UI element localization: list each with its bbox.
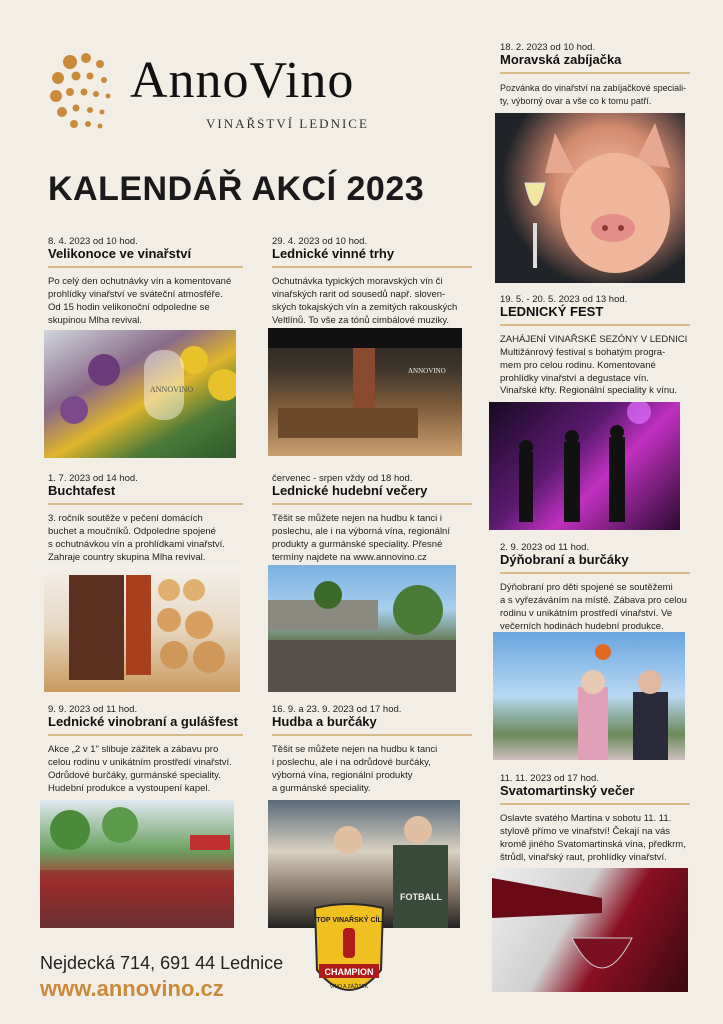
concert-illustration [489, 402, 680, 530]
desc-line: ty, výborný ovar a vše co k tomu patří. [500, 96, 652, 107]
divider [500, 72, 690, 74]
desc-line: rodinu v unikátním prostředí vinařství. Ve [500, 607, 673, 619]
event-date: 29. 4. 2023 od 10 hod. [272, 236, 368, 247]
hall-illustration [268, 328, 462, 456]
event-title: Hudba a burčáky [272, 714, 377, 729]
event-date: 11. 11. 2023 od 17 hod. [500, 773, 599, 784]
event-date: 16. 9. a 23. 9. 2023 od 17 hod. [272, 704, 402, 715]
event-vinobrani [48, 704, 253, 795]
desc-line: Pozvánka do vinařství na zabíjačkové speciali- [500, 83, 687, 94]
divider [500, 803, 690, 805]
divider [272, 266, 472, 268]
website-link[interactable]: www.annovino.cz [40, 976, 224, 1001]
desc-line: 3. ročník soutěže v pečení domácích [48, 513, 203, 525]
desc-line: Oslavte svatého Martina v sobotu 11. 11. [500, 813, 672, 825]
desc-line: poslechu, ale i na výborná vína, regionální [272, 526, 450, 538]
desc-line: Veltlínů. To vše za tónů cimbálové muziky. [272, 314, 450, 326]
kids-photo [493, 632, 685, 760]
event-desc [500, 82, 690, 108]
wine-pour-photo [492, 868, 688, 992]
desc-line: buchet a moučníků. Odpoledne spojené [48, 526, 216, 538]
badge-bottom-text: VÍNO A ZÁŽITEK [329, 984, 369, 990]
pastry-photo [44, 565, 240, 692]
desc-line: termíny najdete na www.annovino.cz [272, 551, 427, 563]
desc-line: celou rodinu v unikátním prostředí vinařství. [48, 757, 232, 769]
shirt-text: FOTBALL [400, 892, 442, 902]
desc-line: štrůdl, vinařský raut, prohlídky vinařství. [500, 851, 667, 863]
event-title: Lednické vinobraní a gulášfest [48, 714, 238, 729]
pig-photo [495, 113, 685, 283]
divider [500, 324, 690, 326]
divider [272, 503, 472, 505]
address: Nejdecká 714, 691 44 Lednice [40, 953, 284, 973]
event-dynobrani [500, 542, 690, 633]
divider [48, 503, 243, 505]
desc-line: Multižánrový festival s bohatým progra- [500, 347, 666, 359]
event-hudba-burcaky [272, 704, 472, 795]
desc-line: Zahraje country skupina Mlha revival. [48, 551, 206, 563]
divider [500, 572, 690, 574]
badge-top-text: TOP VINAŘSKÝ CÍL [316, 917, 382, 924]
event-desc [48, 744, 253, 795]
divider [272, 734, 472, 736]
desc-line: a gurmánské speciality. [272, 782, 371, 794]
desc-line: Od 15 hodin velikonoční odpoledne se [48, 301, 210, 313]
champion-badge-icon [305, 900, 393, 1005]
glass-logo-text: ANNOVINO [150, 385, 194, 394]
divider [48, 734, 243, 736]
pastry-illustration [44, 565, 240, 692]
event-desc [48, 276, 243, 327]
desc-line: výborná vína, regionální produkty [272, 769, 413, 781]
event-date: 2. 9. 2023 od 11 hod. [500, 542, 590, 553]
desc-line: i poslechu, ale i na odrůdové burčáky, [272, 757, 431, 769]
hall-sign-text: ANNOVINO [408, 367, 446, 375]
desc-line: Ochutnávka typických moravských vín či [272, 276, 443, 288]
event-title: Dýňobraní a burčáky [500, 552, 629, 567]
fest-illustration [268, 565, 456, 692]
wine-hall-photo [268, 328, 462, 456]
event-title: Lednické hudební večery [272, 483, 428, 498]
desc-line: Dýňobraní pro děti spojené se soutěžemi [500, 582, 673, 594]
event-title: Buchtafest [48, 483, 116, 498]
event-desc [500, 334, 690, 398]
crowd-illustration [40, 800, 234, 928]
logo-dots-icon [48, 52, 118, 132]
event-velikonoce [48, 236, 243, 327]
event-title: Lednické vinné trhy [272, 246, 395, 261]
pig-illustration [495, 113, 685, 283]
desc-line: mem pro celou rodinu. Komentované [500, 359, 656, 371]
wine-illustration [492, 868, 688, 992]
event-date: 18. 2. 2023 od 10 hod. [500, 42, 596, 53]
desc-line: Vinařské křty. Regionální speciality k vínu. [500, 385, 678, 397]
event-hudebni-vecery [272, 473, 472, 564]
event-date: 19. 5. - 20. 5. 2023 od 13 hod. [500, 294, 628, 305]
desc-line: vinařských rarit od sousedů např. sloven- [272, 289, 446, 301]
event-title: Velikonoce ve vinařství [48, 246, 192, 261]
event-desc [500, 813, 690, 864]
desc-line: Odrůdové burčáky, gurmánské speciality. [48, 769, 221, 781]
desc-line: ských tokajských vín a zemitých rakouských [272, 301, 458, 313]
crowd-photo [40, 800, 234, 928]
event-title: Svatomartinský večer [500, 783, 635, 798]
desc-line: s ochutnávkou vín a prohlídkami vinařství. [48, 538, 225, 550]
event-zabijacka [500, 42, 690, 108]
page-title: KALENDÁŘ AKCÍ 2023 [48, 170, 425, 208]
event-desc [272, 744, 472, 795]
flowers-illustration [44, 330, 236, 458]
desc-line: Hudební produkce a vystoupení kapel. [48, 782, 211, 794]
desc-line: ZAHÁJENÍ VINAŘSKÉ SEZÓNY V LEDNICI [500, 334, 688, 346]
desc-line: skupinou Mlha revival. [48, 314, 142, 326]
event-desc [272, 513, 472, 564]
concert-photo [489, 402, 680, 530]
event-title: LEDNICKÝ FEST [500, 304, 604, 319]
desc-line: Těšit se můžete nejen na hudbu k tanci [272, 744, 438, 756]
event-svatomartinsky [500, 773, 690, 864]
event-title: Moravská zabíjačka [500, 52, 622, 67]
kids-illustration [493, 632, 685, 760]
desc-line: kromě jiného Svatomartinská vína, předkrm, [500, 838, 686, 850]
desc-line: prohlídky vinařství a degustace vín. [500, 372, 649, 384]
desc-line: večerních hodinách hudební produkce. [500, 620, 664, 632]
desc-line: Akce „2 v 1" slibuje zážitek a zábavu pro [48, 744, 219, 756]
badge-main-text: CHAMPION [324, 967, 374, 977]
brand-name: AnnoVino [130, 52, 355, 109]
desc-line: prohlídky vinařství ve sváteční atmosféře. [48, 289, 223, 301]
desc-line: stylově přímo ve vinařství! Čekají na vás [500, 826, 671, 838]
divider [48, 266, 243, 268]
desc-line: Po celý den ochutnávky vín a komentované [48, 276, 232, 288]
flowers-photo [44, 330, 236, 458]
event-date: 8. 4. 2023 od 10 hod. [48, 236, 138, 247]
event-lednicky-fest [500, 294, 690, 398]
desc-line: Těšit se můžete nejen na hudbu k tanci i [272, 513, 443, 525]
event-desc [48, 513, 243, 564]
event-date: 9. 9. 2023 od 11 hod. [48, 704, 138, 715]
outdoor-fest-photo [268, 565, 456, 692]
event-date: 1. 7. 2023 od 14 hod. [48, 473, 138, 484]
event-desc [500, 582, 690, 633]
event-buchtafest [48, 473, 243, 564]
brand-subtitle: VINAŘSTVÍ LEDNICE [206, 116, 369, 131]
desc-line: produkty a gurmánské speciality. Přesné [272, 538, 443, 550]
event-desc [272, 276, 472, 327]
event-vinne-trhy [272, 236, 472, 327]
event-date: červenec - srpen vždy od 18 hod. [272, 473, 413, 484]
desc-line: a s vyřezáváním na místě. Zábava pro celou [500, 595, 687, 607]
